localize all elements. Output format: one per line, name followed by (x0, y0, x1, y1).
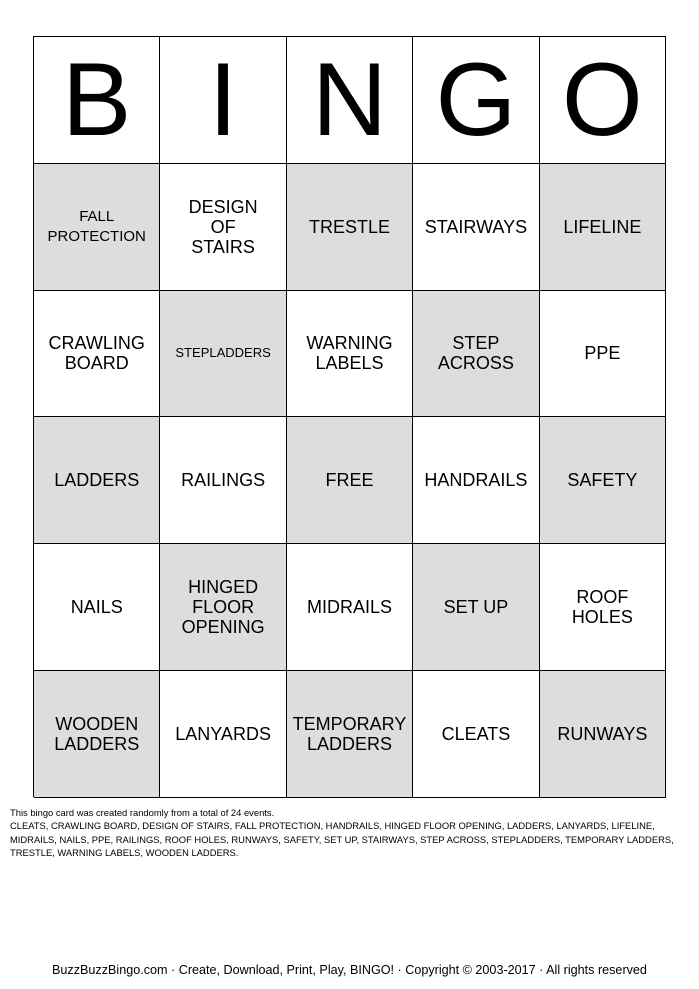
bingo-cell: WARNING LABELS (287, 291, 413, 418)
bingo-card (33, 36, 666, 797)
bingo-cell: FALL PROTECTION (34, 164, 160, 291)
bingo-row-5 (34, 671, 666, 798)
bingo-cell: STEP ACROSS (413, 291, 539, 418)
bingo-cell: STEPLADDERS (160, 291, 286, 418)
bingo-cell: CRAWLING BOARD (34, 291, 160, 418)
bingo-cell: RAILINGS (160, 417, 286, 544)
bingo-row-2 (34, 291, 666, 418)
header-row (34, 37, 666, 164)
bingo-row-3 (34, 417, 666, 544)
bingo-cell: PPE (540, 291, 666, 418)
bingo-row-4 (34, 544, 666, 671)
bingo-cell: NAILS (34, 544, 160, 671)
bingo-cell: SAFETY (540, 417, 666, 544)
bingo-row-1 (34, 164, 666, 291)
bingo-cell: SET UP (413, 544, 539, 671)
header-letter-n: N (287, 37, 413, 164)
bingo-cell: CLEATS (413, 671, 539, 798)
bingo-cell: HINGED FLOOR OPENING (160, 544, 286, 671)
header-letter-o: O (540, 37, 666, 164)
note-event-list: CLEATS, CRAWLING BOARD, DESIGN OF STAIRS, FALL PROTECTION, HANDRAILS, HINGED FLOOR OPENING, LADDERS, LANYARDS, LIFELINE, MIDRAILS, NAILS, PPE, RAILINGS, ROOF HOLES, RUNWAYS, SAFETY, SET UP, STAIRWAYS, STEP ACROSS, STEPLADDERS, TEMPORARY LADDERS, TRESTLE, WARNING LABELS, WOODEN LADDERS. (10, 820, 674, 859)
bingo-cell: WOODEN LADDERS (34, 671, 160, 798)
free-space-cell: FREE (287, 417, 413, 544)
note-intro: This bingo card was created randomly from a total of 24 events. (10, 807, 275, 818)
card-note (10, 806, 690, 860)
bingo-cell: LIFELINE (540, 164, 666, 291)
bingo-cell: RUNWAYS (540, 671, 666, 798)
header-letter-i: I (160, 37, 286, 164)
bingo-cell: MIDRAILS (287, 544, 413, 671)
header-letter-b: B (34, 37, 160, 164)
bingo-cell: TEMPORARY LADDERS (287, 671, 413, 798)
header-letter-g: G (413, 37, 539, 164)
bingo-cell: LANYARDS (160, 671, 286, 798)
bingo-cell: TRESTLE (287, 164, 413, 291)
bingo-cell: HANDRAILS (413, 417, 539, 544)
bingo-cell: ROOF HOLES (540, 544, 666, 671)
bingo-cell: STAIRWAYS (413, 164, 539, 291)
page-footer: BuzzBuzzBingo.com · Create, Download, Print, Play, BINGO! · Copyright © 2003-2017 · All rights reserved (52, 963, 647, 977)
bingo-cell: DESIGN OF STAIRS (160, 164, 286, 291)
bingo-cell: LADDERS (34, 417, 160, 544)
